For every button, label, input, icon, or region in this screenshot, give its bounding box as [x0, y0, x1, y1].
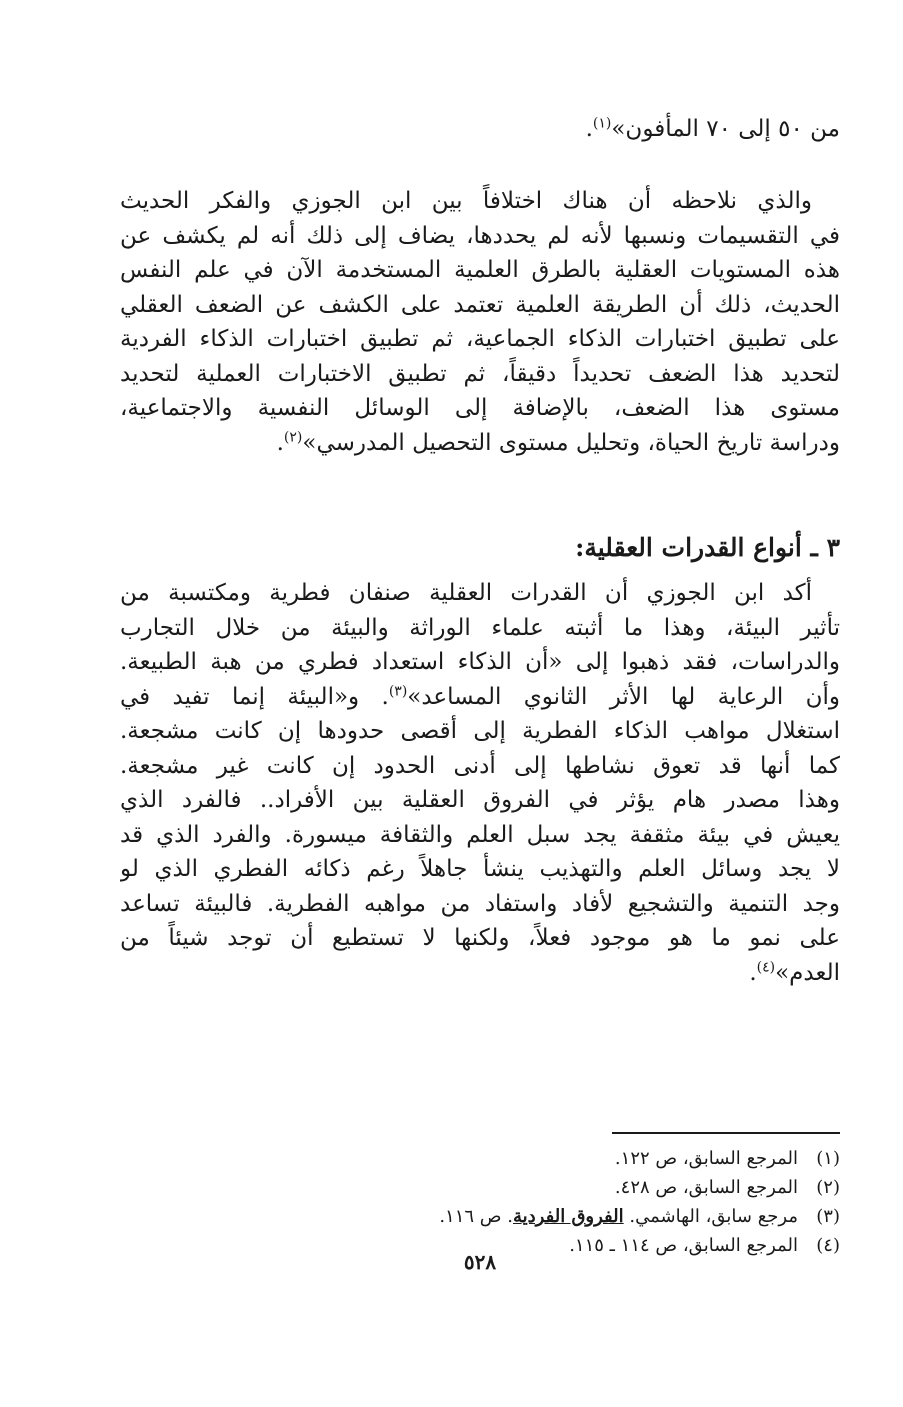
text-line: يعيش في بيئة مثقفة يجد سبل العلم والثقافة ميسورة. والفرد الذي قد	[120, 821, 840, 848]
text-line: أكد ابن الجوزي أن القدرات العقلية صنفان فطرية ومكتسبة من	[120, 580, 812, 606]
footnote-item	[120, 1173, 840, 1202]
document-page	[120, 100, 840, 1360]
footnote-number: (٢)	[816, 1177, 840, 1198]
paragraph-mental-abilities	[120, 576, 840, 990]
footnote-ref: (٣)	[388, 682, 408, 699]
text-line: مستوى هذا الضعف، بالإضافة إلى الوسائل النفسية والاجتماعية،	[120, 395, 840, 421]
paragraph-continuation	[120, 112, 840, 147]
text-line: لتحديد هذا الضعف تحديداً دقيقاً، ثم تطبيق الاختبارات العملية لتحديد	[120, 360, 840, 387]
footnote-text: المرجع السابق، ص ٤٢٨.	[614, 1177, 798, 1198]
footnote-item	[120, 1202, 840, 1231]
text-line: لا يجد وسائل العلم والتهذيب ينشأ جاهلاً رغم ذكائه الفطري الذي لو	[120, 856, 840, 882]
text-line: في التقسيمات ونسبها لأنه لم يحددها، يضاف إلى ذلك أنه لم يكشف عن	[120, 222, 840, 249]
text-line: وأن الرعاية لها الأثر الثانوي المساعد»$^{(٣)}$. و«البيئة إنما تفيد في	[120, 682, 840, 710]
footnote-ref: (٢)	[283, 428, 303, 445]
footnote-ref: (٤)	[756, 958, 776, 975]
footnote-separator	[612, 1132, 840, 1134]
footnotes-list	[120, 1144, 840, 1260]
text-line: وهذا مصدر هام يؤثر في الفروق العقلية بين الأفراد.. فالفرد الذي	[120, 787, 840, 813]
paragraph-comparison	[120, 184, 840, 460]
text-line: الحديث، ذلك أن الطريقة العلمية تعتمد على الكشف عن الضعف العقلي	[120, 291, 840, 318]
book-title: الفروق الفردية	[513, 1206, 624, 1227]
footnote-item	[120, 1144, 840, 1173]
text-line: والذي نلاحظه أن هناك اختلافاً بين ابن الجوزي والفكر الحديث	[120, 188, 812, 214]
footnote-text: المرجع السابق، ص ١٢٢.	[614, 1148, 798, 1169]
text-line: كما أنها قد تعوق نشاطها إلى أدنى الحدود إن كانت غير مشجعة.	[120, 752, 840, 779]
text-line: والدراسات، فقد ذهبوا إلى «أن الذكاء استعداد فطري من هبة الطبيعة.	[120, 649, 840, 675]
text-line: هذه المستويات العقلية بالطرق العلمية المستخدمة الآن في علم النفس	[120, 257, 840, 283]
text-line: ودراسة تاريخ الحياة، وتحليل مستوى التحصيل المدرسي»$^{(٢)}$.	[276, 428, 840, 456]
text-line: تأثير البيئة، وهذا ما أثبته علماء الوراثة والبيئة من خلال التجارب	[120, 614, 840, 641]
text-line: وجد التنمية والتشجيع لأفاد واستفاد من مواهبه الفطرية. فالبيئة تساعد	[120, 890, 840, 917]
footnote-number: (٣)	[816, 1206, 840, 1227]
footnote-number: (١)	[816, 1148, 840, 1169]
text-line: من ٥٠ إلى ٧٠ المأفون»$^{(١)}$.	[585, 115, 840, 142]
text-line: على تطبيق اختبارات الذكاء الجماعية، ثم تطبيق اختبارات الذكاء الفردية	[120, 326, 840, 352]
footnote-ref: (١)	[592, 115, 612, 132]
text-line: استغلال مواهب الذكاء الفطرية إلى أقصى حدودها إن كانت مشجعة.	[120, 718, 840, 744]
text-line: على نمو ما هو موجود فعلاً، ولكنها لا تستطيع أن توجد شيئاً من	[120, 925, 840, 951]
footnote-number: (٤)	[816, 1235, 840, 1256]
footnote-text: المرجع السابق، ص ١١٤ ـ ١١٥.	[569, 1235, 798, 1256]
footnote-text: مرجع سابق، الهاشمي. الفروق الفردية. ص ١١٦.	[439, 1206, 798, 1227]
section-heading: ٣ ـ أنواع القدرات العقلية:	[575, 533, 840, 562]
page-number: ٥٢٨	[463, 1250, 497, 1274]
text-line: العدم»$^{(٤)}$.	[749, 958, 840, 986]
